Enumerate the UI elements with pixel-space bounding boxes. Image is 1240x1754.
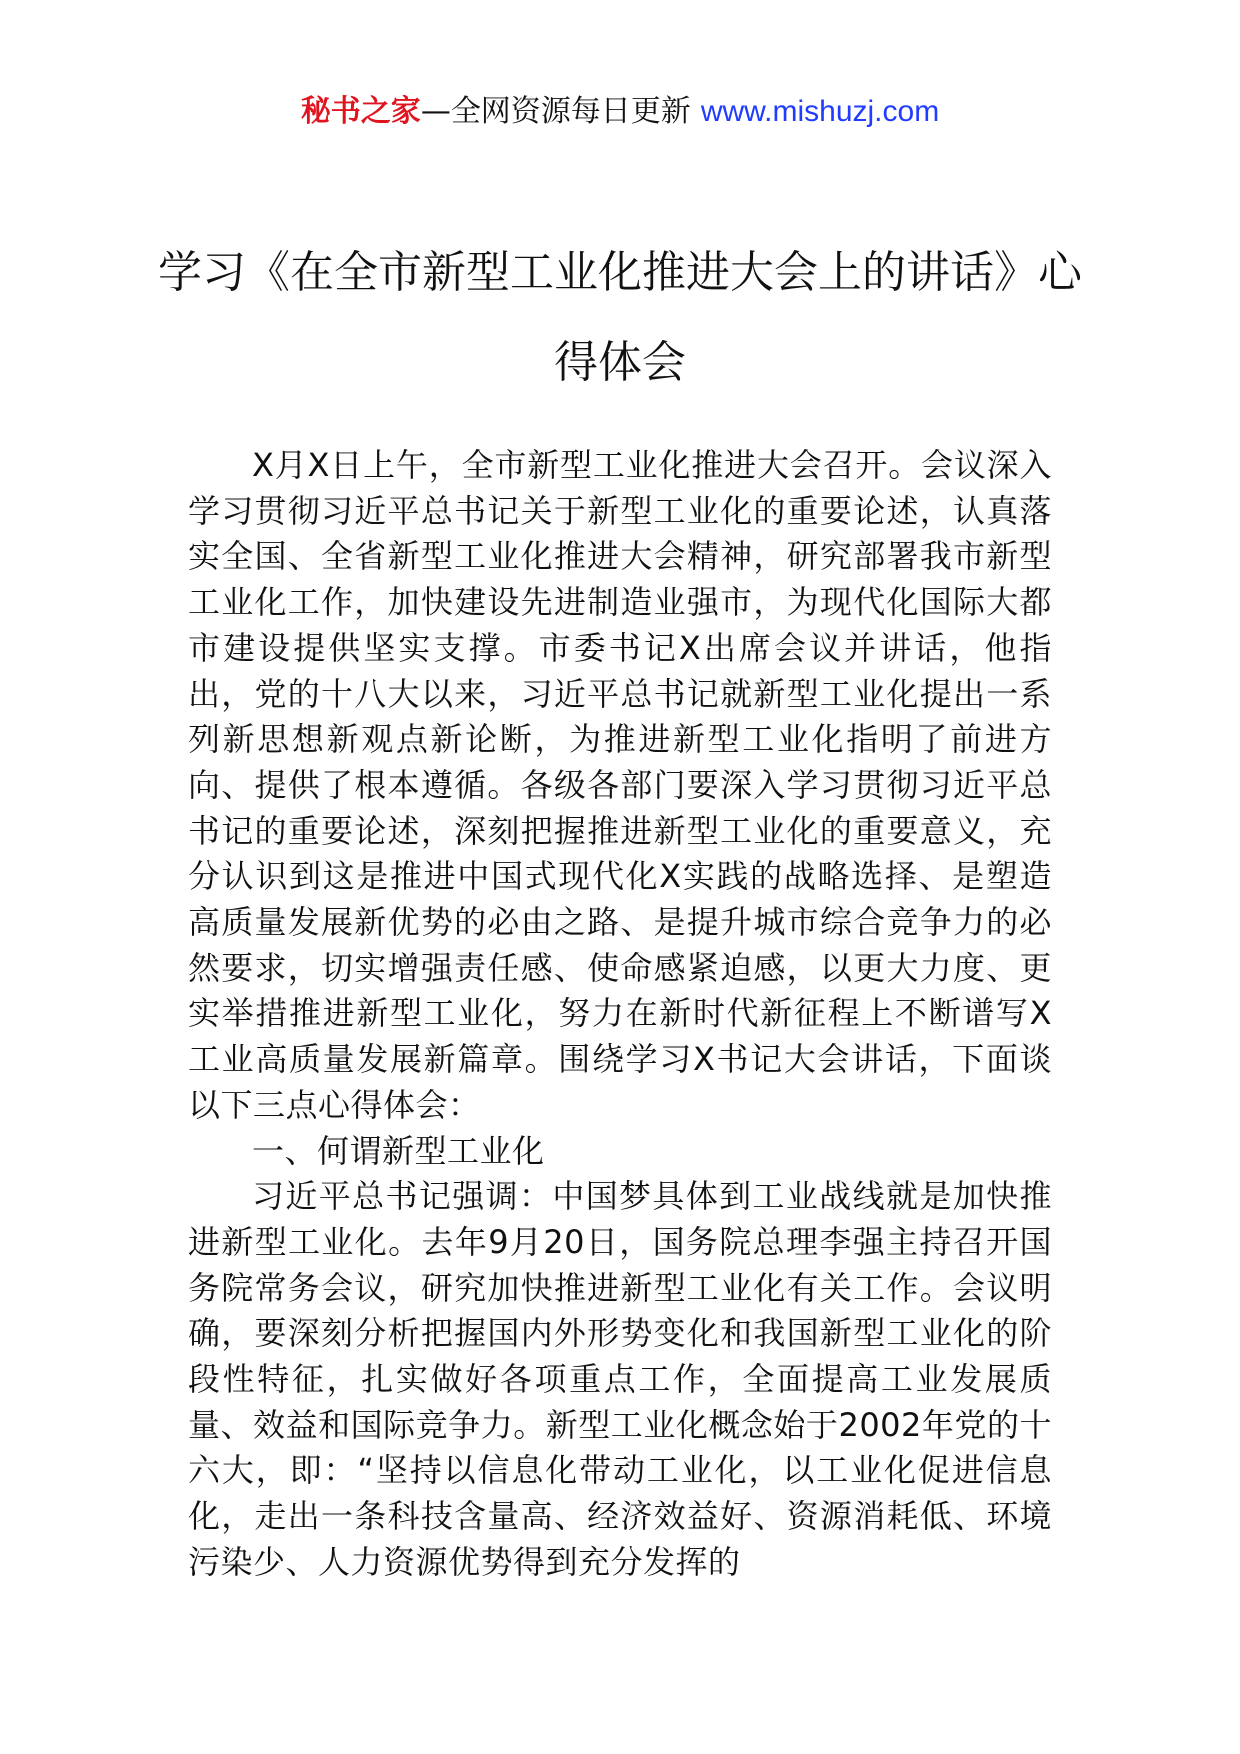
- site-brand: 秘书之家: [300, 94, 421, 129]
- site-tagline: —全网资源每日更新: [420, 94, 691, 129]
- site-header: [0, 92, 1240, 132]
- section-heading-1: 一、何谓新型工业化: [252, 1131, 545, 1170]
- document-body: [188, 443, 1052, 1586]
- site-url-link[interactable]: www.mishuzj.com: [700, 95, 940, 128]
- paragraph-intro: X月X日上午，全市新型工业化推进大会召开。会议深入学习贯彻习近平总书记关于新型工业化的重要论述，认真落实全国、全省新型工业化推进大会精神，研究部署我市新型工业化工作，加快建设先进制造业强市，为现代化国际大都市建设提供坚实支撑。市委书记X出席会议并讲话，他指出，党的十八大以来，习近平总书记就新型工业化提出一系列新思想新观点新论断，为推进新型工业化指明了前进方向、提供了根本遵循。各级各部门要深入学习贯彻习近平总书记的重要论述，深刻把握推进新型工业化的重要意义，充分认识到这是推进中国式现代化X实践的战略选择、是塑造高质量发展新优势的必由之路、是提升城市综合竞争力的必然要求，切实增强责任感、使命感紧迫感，以更大力度、更实举措推进新型工业化，努力在新时代新征程上不断谱写X工业高质量发展新篇章。围绕学习X书记大会讲话，下面谈以下三点心得体会：: [188, 446, 1052, 1124]
- document-title: 学习《在全市新型工业化推进大会上的讲话》心得体会: [158, 247, 1082, 388]
- paragraph-section-1: 习近平总书记强调：中国梦具体到工业战线就是加快推进新型工业化。去年9月20日，国务院总理李强主持召开国务院常务会议，研究加快推进新型工业化有关工作。会议明确，要深刻分析把握国内外形势变化和我国新型工业化的阶段性特征，扎实做好各项重点工作，全面提高工业发展质量、效益和国际竞争力。新型工业化概念始于2002年党的十六大，即：“坚持以信息化带动工业化，以工业化促进信息化，走出一条科技含量高、经济效益好、资源消耗低、环境污染少、人力资源优势得到充分发挥的: [188, 1177, 1052, 1581]
